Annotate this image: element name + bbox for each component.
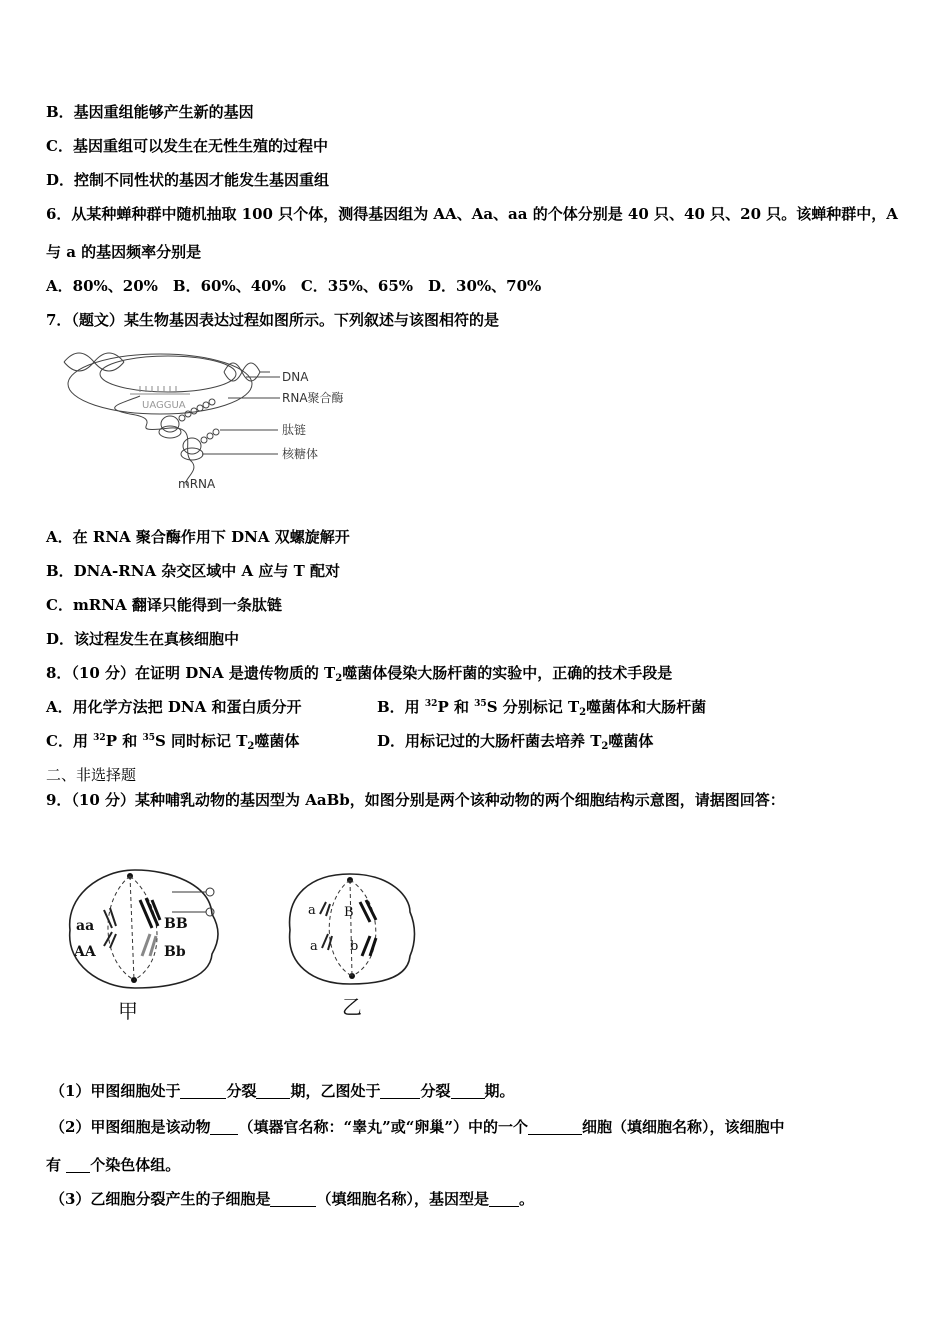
q8-option-b: B．用 $^{32}$P 和 $^{35}$S 分别标记 $T_2$噬菌体和大肠杆菌 xyxy=(377,698,707,718)
fig9-yi-a1: a xyxy=(308,903,316,918)
fig9-label-yi: 乙 xyxy=(342,995,362,1019)
fig7-label-peptide: 肽链 xyxy=(282,423,307,437)
fig9-jia-aa: aa xyxy=(76,918,95,934)
q7-stem: 7．（题文）某生物基因表达过程如图所示。下列叙述与该图相符的是 xyxy=(46,311,499,329)
q5-option-c: C．基因重组可以发生在无性生殖的过程中 xyxy=(46,137,328,155)
q7-option-c: C．mRNA 翻译只能得到一条肽链 xyxy=(46,596,282,614)
fig7-label-mrna: mRNA xyxy=(178,477,216,491)
q9-part1: （1）甲图细胞处于 分裂 期，乙图处于 分裂 期。 xyxy=(50,1082,515,1100)
q6-stem-line2: 与 a 的基因频率分别是 xyxy=(46,243,202,261)
fig9-yi-B: B xyxy=(344,905,354,920)
q9-part3: （3）乙细胞分裂产生的子细胞是 （填细胞名称），基因型是 。 xyxy=(50,1190,534,1208)
blank[interactable] xyxy=(180,1082,226,1099)
q9-part2-line1: （2）甲图细胞是该动物 （填器官名称：“睾丸”或“卵巢”）中的一个 细胞（填细胞名称），该细胞中 xyxy=(50,1118,785,1136)
fig9-jia-Bb: Bb xyxy=(164,944,186,960)
fig9-label-jia: 甲 xyxy=(118,999,138,1023)
q5-option-b: B．基因重组能够产生新的基因 xyxy=(46,103,254,121)
gene-expression-figure xyxy=(60,344,360,496)
fig7-label-rna-polymerase: RNA聚合酶 xyxy=(282,391,344,405)
fig9-yi-a2: a xyxy=(310,939,318,954)
fig9-jia-BB: BB xyxy=(164,916,188,932)
q9-stem: 9．（10 分）某种哺乳动物的基因型为 AaBb，如图分别是两个该种动物的两个细胞结构示意图，请据图回答： xyxy=(46,791,785,809)
q5-option-d: D．控制不同性状的基因才能发生基因重组 xyxy=(46,171,330,189)
blank[interactable] xyxy=(210,1118,238,1135)
q8-option-c: C．用 $^{32}$P 和 $^{35}$S 同时标记 $T_2$噬菌体 xyxy=(46,732,300,752)
q7-option-d: D．该过程发生在真核细胞中 xyxy=(46,630,240,648)
q6-options: A．80%、20% B．60%、40% C．35%、65% D．30%、70% xyxy=(46,277,542,295)
q8-stem: 8．（10 分）在证明 DNA 是遗传物质的 $T_2$噬菌体侵染大肠杆菌的实验中，正确的技术手段是 xyxy=(46,664,673,684)
q6-stem-line1: 6．从某种蝉种群中随机抽取 100 只个体，测得基因组为 AA、Aa、aa 的个体分别是 40 只、40 只、20 只。该蝉种群中，A xyxy=(46,205,898,223)
blank[interactable] xyxy=(256,1082,290,1099)
blank[interactable] xyxy=(380,1082,420,1099)
q7-option-a: A．在 RNA 聚合酶作用下 DNA 双螺旋解开 xyxy=(46,528,350,546)
fig9-jia-AA: AA xyxy=(74,944,96,960)
q7-option-b: B．DNA-RNA 杂交区域中 A 应与 T 配对 xyxy=(46,562,340,580)
fig7-sequence: UAGGUA xyxy=(142,400,186,411)
section-heading: 二、非选择题 xyxy=(46,766,137,784)
blank[interactable] xyxy=(270,1190,316,1207)
q9-part2-line2: 有 个染色体组。 xyxy=(46,1156,181,1174)
blank[interactable] xyxy=(489,1190,519,1207)
blank[interactable] xyxy=(451,1082,485,1099)
blank[interactable] xyxy=(528,1118,582,1135)
q8-option-d: D．用标记过的大肠杆菌去培养 $T_2$噬菌体 xyxy=(377,732,654,752)
fig7-label-ribosome: 核糖体 xyxy=(282,447,319,461)
q8-option-a: A．用化学方法把 DNA 和蛋白质分开 xyxy=(46,698,302,716)
fig9-yi-b: b xyxy=(350,939,359,954)
fig7-label-dna: DNA xyxy=(282,370,309,384)
blank[interactable] xyxy=(66,1156,90,1173)
cell-division-figure xyxy=(60,860,430,1026)
